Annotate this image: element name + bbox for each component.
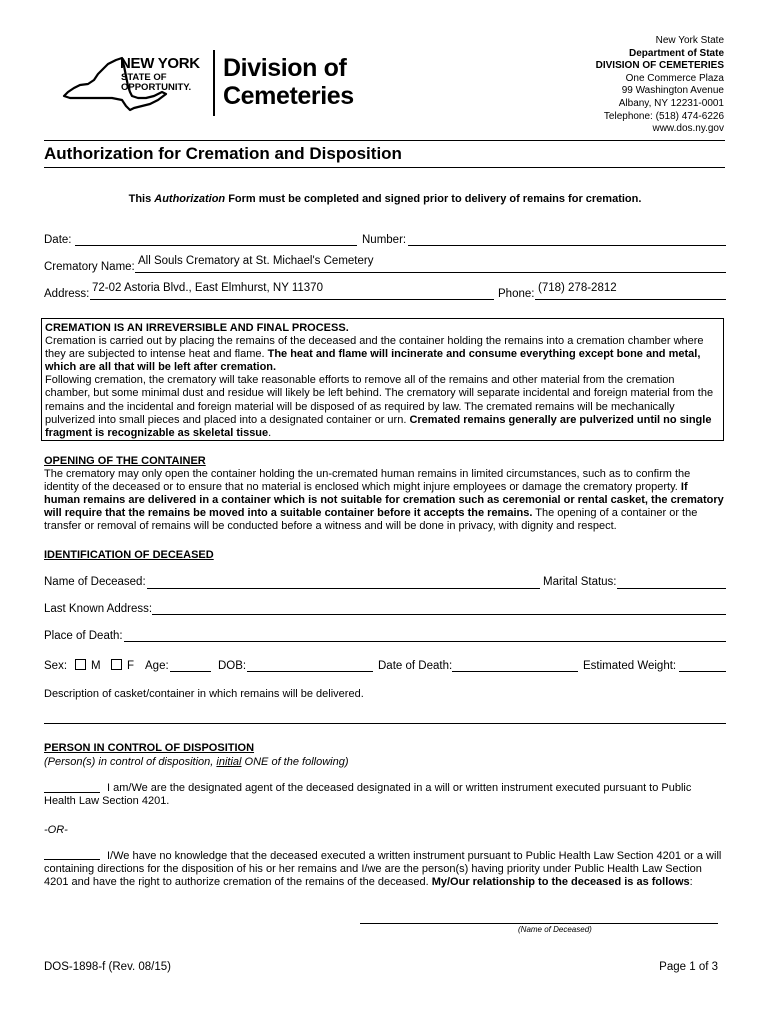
deceased-name-label: Name of Deceased:: [44, 576, 146, 588]
sex-male-label: M: [91, 660, 101, 672]
crematory-name-value: All Souls Crematory at St. Michael's Cemetery: [138, 255, 374, 267]
form-title: Authorization for Cremation and Disposition: [44, 144, 402, 163]
phone-label: Phone:: [498, 288, 535, 300]
cremation-warning-box: [41, 318, 724, 441]
date-field[interactable]: [75, 245, 357, 246]
casket-description-field[interactable]: [44, 723, 726, 724]
logo-tagline: STATE OF OPPORTUNITY.: [121, 72, 192, 93]
place-of-death-label: Place of Death:: [44, 630, 123, 642]
agency-address2: 99 Washington Avenue: [621, 85, 724, 97]
age-label: Age:: [145, 660, 169, 672]
number-field[interactable]: [408, 245, 726, 246]
option2-text: I/We have no knowledge that the deceased executed a written instrument pursuant to Public Health Law Section 4201 or a will containing directions for the disposition of his or her remains and I/we are the person(s) having priority under Public Health Law Section 4201 and have the right to authorize cremation of the remains of the deceased. My/Our relationship to the deceased is as follows:: [44, 850, 722, 889]
marital-status-field[interactable]: [617, 588, 726, 589]
deceased-name-field[interactable]: [147, 588, 540, 589]
estimated-weight-label: Estimated Weight:: [583, 660, 677, 672]
cremation-paragraph-1: Cremation is carried out by placing the remains of the deceased and the container holding the remains into a cremation chamber where they are subjected to intense heat and flame. The heat and flame will incinerate and consume everything except bone and metal, which are all that will be left after cremation.: [45, 335, 704, 374]
form-notice: This Authorization Form must be completed and signed prior to delivery of remains for cremation.: [128, 193, 642, 205]
date-of-death-label: Date of Death:: [378, 660, 453, 672]
estimated-weight-field[interactable]: [679, 671, 726, 672]
sex-label: Sex:: [44, 660, 68, 672]
date-label: Date:: [44, 234, 72, 246]
opening-text: The crematory may only open the container holding the un-cremated human remains in limited circumstances, such as to confirm the identity of the deceased or to ensure that no material is enclosed which might injure employees or damage the crematory property. If human remains are delivered in a container which is not suitable for cremation such as ceremonial or rental casket, the crematory will require that the remains be moved into a suitable container before it accepts the remains. The opening of a container or the transfer or removal of remains will be conducted before a witness and will be done in privacy, with dignity and respect.: [44, 468, 724, 533]
agency-address-block: [596, 35, 724, 136]
agency-state: New York State: [655, 35, 724, 46]
form-id: DOS-1898-f (Rev. 08/15): [44, 961, 171, 973]
logo-divider: [213, 50, 215, 116]
casket-description-label: Description of casket/container in which remains will be delivered.: [44, 688, 364, 700]
option1-text: I am/We are the designated agent of the deceased designated in a will or written instrument executed pursuant to Public Health Law Section 4201.: [44, 782, 692, 808]
relationship-deceased-name-field[interactable]: [360, 923, 718, 924]
agency-department: Department of State: [628, 47, 724, 59]
last-address-label: Last Known Address:: [44, 603, 153, 615]
cremation-paragraph-2: Following cremation, the crematory will take reasonable efforts to remove all of the remains and other material from the cremation chamber, but some minimal dust and residue will likely be left behind. The crematory will separate incidental and foreign material from the remains and the incidental and foreign material will be disposed of as required by law. The cremated remains will be mechanically pulverized into small pieces and placed into a designated container or urn. Cremated remains generally are pulverized until no single fragment is recognizable as skeletal tissue.: [45, 374, 714, 439]
crematory-name-label: Crematory Name:: [44, 261, 135, 273]
cremation-heading: CREMATION IS AN IRREVERSIBLE AND FINAL PROCESS.: [45, 322, 349, 334]
name-of-deceased-caption: (Name of Deceased): [518, 925, 592, 934]
agency-website: www.dos.ny.gov: [652, 123, 724, 135]
title-rule-top: [44, 140, 725, 141]
phone-value: (718) 278-2812: [538, 282, 617, 294]
marital-status-label: Marital Status:: [543, 576, 617, 588]
person-control-heading: PERSON IN CONTROL OF DISPOSITION: [44, 742, 255, 754]
crematory-address-value: 72-02 Astoria Blvd., East Elmhurst, NY 11370: [92, 282, 323, 294]
agency-city: Albany, NY 12231-0001: [618, 97, 724, 109]
last-address-field[interactable]: [152, 614, 726, 615]
phone-field[interactable]: [535, 299, 726, 300]
logo-new-york: NEW YORK: [120, 55, 200, 72]
dob-label: DOB:: [218, 660, 247, 672]
opening-heading: OPENING OF THE CONTAINER: [44, 455, 206, 467]
sex-male-checkbox[interactable]: [75, 659, 86, 670]
opening-section: [44, 455, 726, 534]
crematory-name-field[interactable]: [135, 272, 726, 273]
person-control-instruction: (Person(s) in control of disposition, initial ONE of the following): [44, 756, 349, 768]
division-name: Division of Cemeteries: [223, 54, 354, 110]
address-label: Address:: [44, 288, 90, 300]
crematory-address-field[interactable]: [90, 299, 494, 300]
page-number: Page 1 of 3: [659, 961, 718, 973]
or-separator: -OR-: [44, 824, 68, 836]
place-of-death-field[interactable]: [124, 641, 726, 642]
identification-heading: IDENTIFICATION OF DECEASED: [44, 549, 214, 561]
date-of-death-field[interactable]: [452, 671, 578, 672]
sex-female-label: F: [127, 660, 135, 672]
title-rule-bottom: [44, 167, 725, 168]
dob-field[interactable]: [247, 671, 373, 672]
age-field[interactable]: [170, 671, 211, 672]
number-label: Number:: [362, 234, 407, 246]
agency-address1: One Commerce Plaza: [625, 72, 724, 84]
sex-female-checkbox[interactable]: [111, 659, 122, 670]
agency-telephone: Telephone: (518) 474-6226: [603, 110, 724, 122]
agency-division: DIVISION OF CEMETERIES: [595, 60, 724, 72]
